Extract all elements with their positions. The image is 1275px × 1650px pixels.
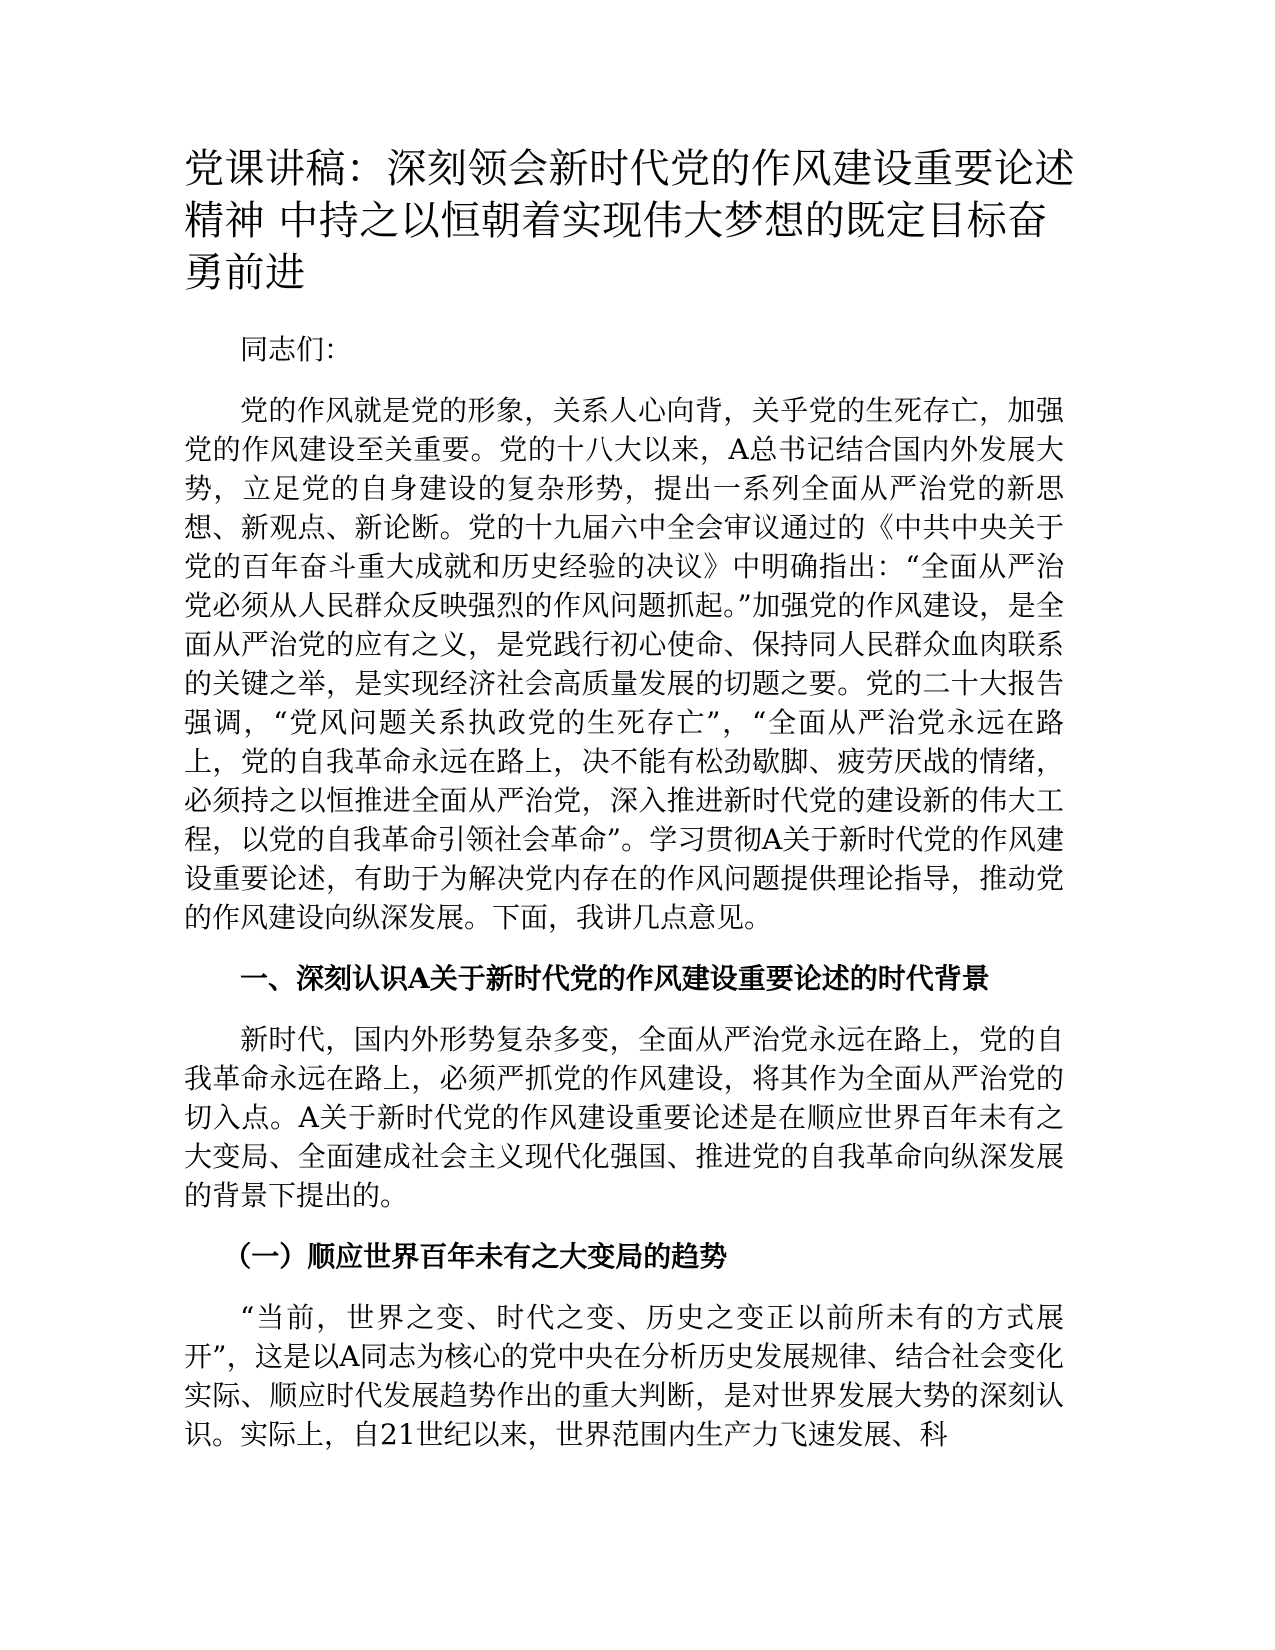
section-1-heading: 一、深刻认识A关于新时代党的作风建设重要论述的时代背景 [240, 962, 990, 995]
intro-paragraph: 党的作风就是党的形象，关系人心向背，关乎党的生死存亡，加强党的作风建设至关重要。党的十八大以来，A总书记结合国内外发展大势，立足党的自身建设的复杂形势，提出一系列全面从严治党的新思想、新观点、新论断。党的十九届六中全会审议通过的《中共中央关于党的百年奋斗重大成就和历史经验的决议》中明确指出：“全面从严治党必须从人民群众反映强烈的作风问题抓起。”加强党的作风建设，是全面从严治党的应有之义，是党践行初心使命、保持同人民群众血肉联系的关键之举，是实现经济社会高质量发展的切题之要。党的二十大报告强调，“党风问题关系执政党的生死存亡”，“全面从严治党永远在路上，党的自我革命永远在路上，决不能有松劲歇脚、疲劳厌战的情绪，必须持之以恒推进全面从严治党，深入推进新时代党的建设新的伟大工程，以党的自我革命引领社会革命”。学习贯彻A关于新时代党的作风建设重要论述，有助于为解决党内存在的作风问题提供理论指导，推动党的作风建设向纵深发展。下面，我讲几点意见。 [184, 394, 1064, 934]
subsection-1-paragraph: “当前，世界之变、时代之变、历史之变正以前所未有的方式展开”，这是以A同志为核心的党中央在分析历史发展规律、结合社会变化实际、顺应时代发展趋势作出的重大判断，是对世界发展大势的深刻认识。实际上，自21世纪以来，世界范围内生产力飞速发展、科 [184, 1301, 1064, 1451]
salutation: 同志们： [240, 333, 353, 366]
section-1-paragraph: 新时代，国内外形势复杂多变，全面从严治党永远在路上，党的自我革命永远在路上，必须严抓党的作风建设，将其作为全面从严治党的切入点。A关于新时代党的作风建设重要论述是在顺应世界百年未有之大变局、全面建成社会主义现代化强国、推进党的自我革命向纵深发展的背景下提出的。 [184, 1023, 1064, 1212]
document-body [184, 330, 1064, 1476]
document-title: 党课讲稿：深刻领会新时代党的作风建设重要论述精神 中持之以恒朝着实现伟大梦想的既定目标奋勇前进 [184, 146, 1075, 296]
subsection-1-heading: （一）顺应世界百年未有之大变局的趋势 [223, 1240, 728, 1273]
